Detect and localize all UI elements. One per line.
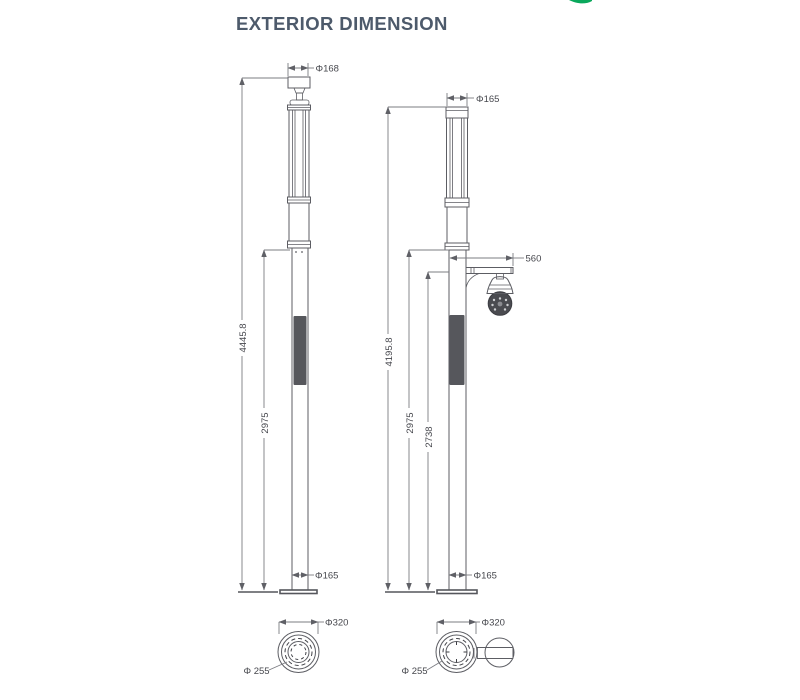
- left-pole-lattice-section: [289, 203, 309, 241]
- right-base-bolt-circle-leader: [427, 661, 442, 670]
- right-pole-shaft: [449, 250, 466, 590]
- left-pole-overall-height-label: 4445.8: [238, 323, 249, 353]
- right-pole-drawing: [385, 107, 477, 594]
- brand-swoosh-icon: [569, 0, 592, 3]
- right-base-flange-drawing: [436, 632, 477, 673]
- left-pole-lower-height-label: 2975: [260, 412, 271, 434]
- left-base-bolt-circle-leader: [269, 662, 287, 670]
- right-pole-lower-height-label: 2975: [405, 412, 416, 434]
- camera-arm-bar: [466, 268, 513, 274]
- right-pole-diameter-label: Φ165: [473, 570, 497, 582]
- right-pole-overall-height-dimension: [388, 107, 446, 590]
- left-base-flange-label: Φ320: [325, 617, 349, 629]
- right-base-bolt-circle-label: Φ 255: [401, 666, 428, 677]
- right-pole-view: [384, 93, 541, 594]
- left-base-view: [244, 618, 349, 678]
- left-pole-diameter-label: Φ165: [315, 570, 339, 582]
- left-pole-access-panel: [294, 316, 307, 385]
- left-pole-disc: [290, 100, 309, 105]
- left-base-bolt-circle-label: Φ 255: [243, 666, 270, 677]
- right-pole-access-panel: [450, 315, 465, 385]
- left-pole-neck: [294, 88, 305, 93]
- camera-arm-length-dimension: [450, 253, 524, 266]
- right-pole-base-plate: [437, 590, 477, 594]
- left-base-flange-drawing: [278, 632, 319, 673]
- camera-arm-gusset: [466, 274, 479, 289]
- left-pole-top-cap: [288, 77, 310, 88]
- left-pole-drawing: [238, 77, 317, 594]
- ptz-camera-drawing: [487, 274, 513, 316]
- camera-arm-length-label: 560: [525, 253, 542, 265]
- right-pole-lattice-section: [447, 207, 467, 243]
- left-pole-stem: [297, 93, 303, 100]
- right-base-flange-label: Φ320: [481, 617, 505, 629]
- right-pole-top-cap: [446, 107, 468, 118]
- camera-lens: [498, 302, 503, 307]
- left-pole-view: [238, 63, 339, 594]
- right-base-arm-drawing: [474, 638, 514, 667]
- page-title: EXTERIOR DIMENSION: [236, 13, 448, 34]
- left-pole-fluted-section: [289, 110, 309, 197]
- right-pole-top-diameter-label: Φ165: [476, 94, 500, 105]
- right-base-flange-dimension: [437, 622, 480, 634]
- right-pole-overall-height-label: 4195.8: [384, 337, 395, 367]
- left-pole-base-plate: [280, 590, 317, 594]
- left-pole-shaft: [292, 248, 308, 590]
- camera-arm-height-label: 2738: [424, 426, 435, 448]
- left-pole-top-diameter-dimension: [288, 63, 314, 76]
- right-base-view: [402, 618, 515, 678]
- left-pole-top-diameter-label: Φ168: [315, 63, 339, 75]
- right-pole-top-diameter-dimension: [447, 93, 474, 106]
